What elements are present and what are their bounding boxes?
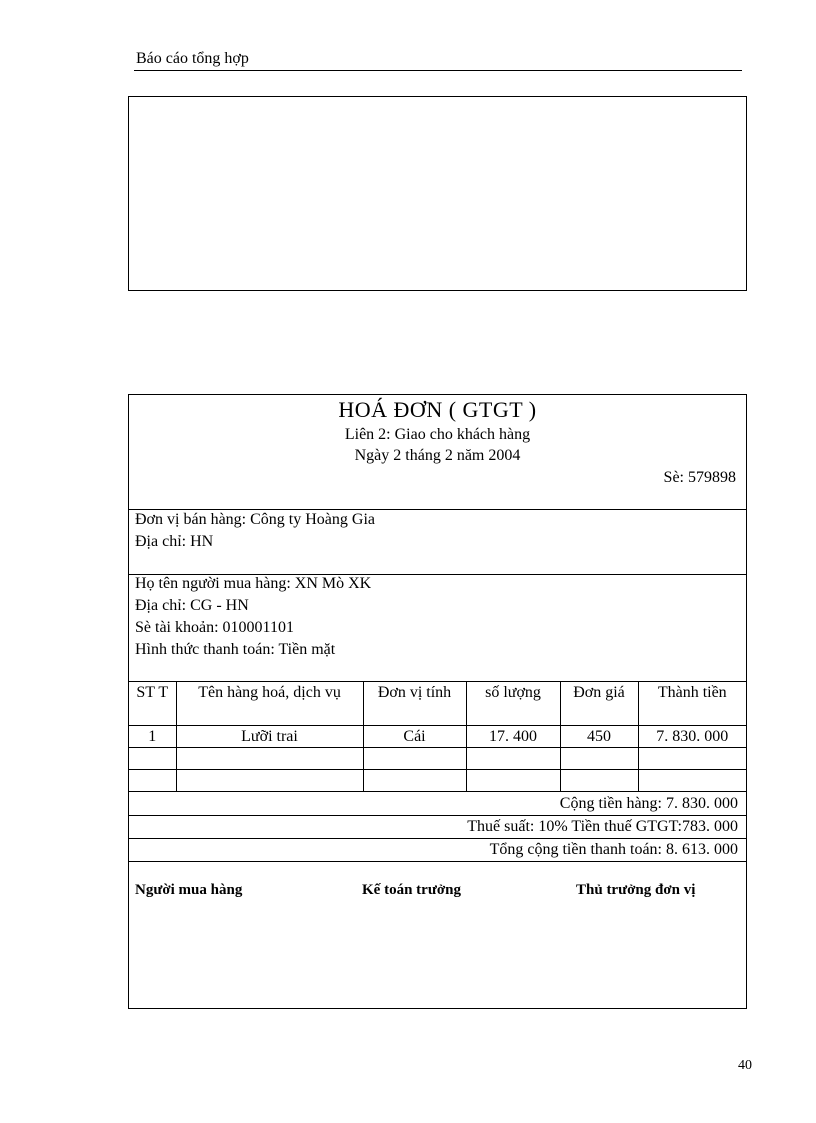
goods-table: [129, 682, 746, 792]
col-header-amount: Thành tiền: [638, 682, 746, 726]
cell-unit-price: [560, 748, 638, 770]
invoice-copy-line: Liên 2: Giao cho khách hàng: [344, 426, 531, 443]
col-header-stt: ST T: [129, 682, 176, 726]
cell-amount: [638, 748, 746, 770]
cell-stt: [129, 748, 176, 770]
seller-address: Địa chỉ: HN: [135, 533, 214, 550]
signature-chief-accountant: Kế toán trưởng: [362, 882, 461, 898]
cell-item-name: [176, 770, 363, 792]
cell-quantity: [466, 748, 560, 770]
page-number: 40: [738, 1058, 752, 1073]
cell-item-name: [176, 748, 363, 770]
payment-method: Hình thức thanh toán: Tiền mặt: [135, 641, 336, 658]
document-header-title: Báo cáo tổng hợp: [136, 50, 249, 67]
signature-head-of-unit: Thủ trưởng đơn vị: [576, 882, 696, 898]
tax-line: Thuế suất: 10% Tiền thuế GTGT:783. 000: [129, 816, 746, 839]
buyer-name: Họ tên người mua hàng: XN Mò XK: [135, 575, 372, 592]
table-header-row: [129, 682, 746, 726]
seller-section: [129, 510, 746, 575]
table-row: [129, 770, 746, 792]
cell-amount: 7. 830. 000: [638, 726, 746, 748]
cell-stt: [129, 770, 176, 792]
cell-unit: [363, 748, 466, 770]
totals-section: [129, 793, 746, 862]
empty-frame: [128, 96, 747, 291]
col-header-unit: Đơn vị tính: [363, 682, 466, 726]
cell-unit-price: 450: [560, 726, 638, 748]
buyer-section: [129, 575, 746, 682]
cell-unit: Cái: [363, 726, 466, 748]
seller-unit: Đơn vị bán hàng: Công ty Hoàng Gia: [135, 511, 375, 528]
cell-quantity: 17. 400: [466, 726, 560, 748]
invoice-title: HOÁ ĐƠN ( GTGT ): [338, 397, 537, 422]
cell-item-name: Lưỡi trai: [176, 726, 363, 748]
invoice-title-section: [129, 395, 746, 510]
cell-unit-price: [560, 770, 638, 792]
col-header-item-name: Tên hàng hoá, dịch vụ: [176, 682, 363, 726]
header-rule: [134, 70, 742, 71]
cell-stt: 1: [129, 726, 176, 748]
vat-invoice: [128, 394, 747, 1009]
table-row: [129, 748, 746, 770]
col-header-unit-price: Đơn giá: [560, 682, 638, 726]
table-row: [129, 726, 746, 748]
signature-buyer: Người mua hàng: [135, 882, 243, 898]
buyer-account: Sè tài khoản: 010001101: [135, 619, 294, 636]
grand-total-line: Tổng cộng tiền thanh toán: 8. 613. 000: [129, 839, 746, 862]
buyer-address: Địa chỉ: CG - HN: [135, 597, 249, 614]
invoice-date: Ngày 2 tháng 2 năm 2004: [354, 447, 521, 464]
col-header-quantity: số lượng: [466, 682, 560, 726]
cell-quantity: [466, 770, 560, 792]
subtotal-line: Cộng tiền hàng: 7. 830. 000: [129, 793, 746, 816]
invoice-number: Sè: 579898: [663, 469, 736, 486]
cell-amount: [638, 770, 746, 792]
cell-unit: [363, 770, 466, 792]
